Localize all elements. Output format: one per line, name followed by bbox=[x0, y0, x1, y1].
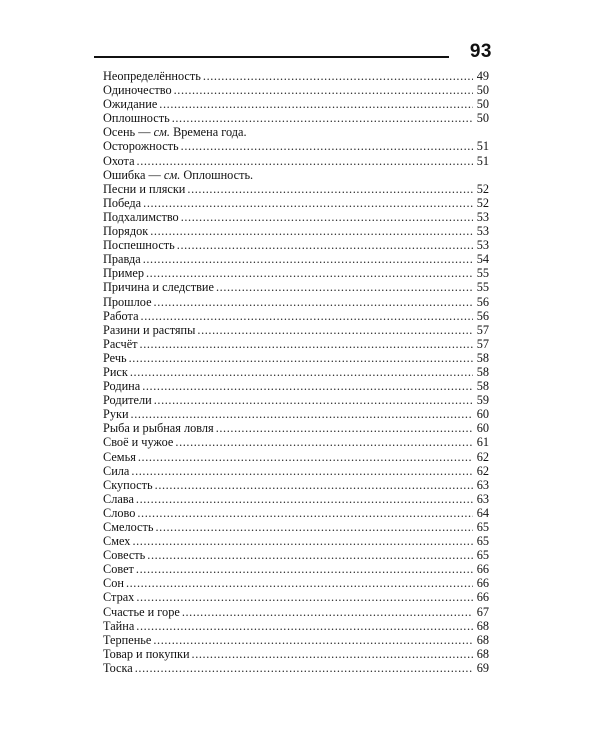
dot-leader bbox=[203, 69, 473, 83]
toc-entry-title: Руки bbox=[103, 407, 129, 422]
toc-entry-page: 52 bbox=[476, 195, 489, 210]
toc-entry bbox=[103, 210, 489, 224]
toc-entry bbox=[103, 280, 489, 294]
toc-entry-page: 56 bbox=[476, 294, 489, 309]
toc-entry-title: Товар и покупки bbox=[103, 646, 190, 661]
toc-entry bbox=[103, 590, 489, 604]
toc-entry-page: 54 bbox=[476, 252, 489, 267]
toc-entry-page: 65 bbox=[476, 534, 489, 549]
toc-entry-page: 66 bbox=[476, 590, 489, 605]
dot-leader bbox=[216, 280, 473, 294]
toc-entry-page: 66 bbox=[476, 576, 489, 591]
dot-leader bbox=[150, 224, 473, 238]
toc-entry bbox=[103, 464, 489, 478]
dot-leader bbox=[192, 647, 473, 661]
toc-entry-page: 52 bbox=[476, 181, 489, 196]
toc-entry bbox=[103, 478, 489, 492]
toc-entry-page: 50 bbox=[476, 111, 489, 126]
toc-entry-page: 62 bbox=[476, 463, 489, 478]
toc-entry-title: Своё и чужое bbox=[103, 435, 174, 450]
toc-entry-title: Осень — см. Времена года. bbox=[103, 125, 247, 140]
toc-entry-title: Ошибка — см. Оплошность. bbox=[103, 167, 254, 182]
toc-entry bbox=[103, 562, 489, 576]
dot-leader bbox=[140, 337, 473, 351]
toc-entry-page: 62 bbox=[476, 449, 489, 464]
toc-entry bbox=[103, 605, 489, 619]
toc-entry-title: Песни и пляски bbox=[103, 181, 186, 196]
toc-entry bbox=[103, 295, 489, 309]
toc-entry-title: Риск bbox=[103, 364, 128, 379]
toc-entry bbox=[103, 435, 489, 449]
toc-entry-title: Счастье и горе bbox=[103, 604, 180, 619]
toc-entry bbox=[103, 407, 489, 421]
header-rule bbox=[94, 56, 449, 58]
dot-leader bbox=[175, 435, 473, 449]
toc-entry bbox=[103, 266, 489, 280]
toc-entry-page: 57 bbox=[476, 322, 489, 337]
toc-entry-page: 51 bbox=[476, 139, 489, 154]
toc-entry bbox=[103, 97, 489, 111]
toc-entry-title: Расчёт bbox=[103, 336, 138, 351]
toc-entry bbox=[103, 661, 489, 675]
dot-leader bbox=[143, 196, 473, 210]
dot-leader bbox=[131, 407, 473, 421]
toc-entry bbox=[103, 323, 489, 337]
toc-entry-page: 50 bbox=[476, 83, 489, 98]
toc-entry-title: Семья bbox=[103, 449, 136, 464]
toc-entry-title: Одиночество bbox=[103, 83, 172, 98]
dot-leader bbox=[182, 605, 473, 619]
dot-leader bbox=[136, 562, 473, 576]
dot-leader bbox=[174, 83, 473, 97]
dot-leader bbox=[147, 548, 473, 562]
toc-entry-page: 58 bbox=[476, 350, 489, 365]
toc-entry-page: 53 bbox=[476, 238, 489, 253]
dot-leader bbox=[143, 252, 473, 266]
toc-entry bbox=[103, 309, 489, 323]
toc-entry-page: 56 bbox=[476, 308, 489, 323]
toc-entry-title: Порядок bbox=[103, 224, 149, 239]
toc-entry bbox=[103, 492, 489, 506]
toc-entry bbox=[103, 168, 489, 182]
toc-entry-page: 68 bbox=[476, 618, 489, 633]
toc-entry-title: Родина bbox=[103, 379, 141, 394]
toc-entry-heading: Осень bbox=[103, 125, 136, 140]
toc-entry bbox=[103, 224, 489, 238]
toc-entry-page: 69 bbox=[476, 660, 489, 675]
dot-leader bbox=[126, 576, 473, 590]
table-of-contents bbox=[103, 69, 489, 675]
toc-entry bbox=[103, 576, 489, 590]
toc-entry-page: 58 bbox=[476, 379, 489, 394]
toc-entry-title: Родители bbox=[103, 393, 152, 408]
page-number: 93 bbox=[469, 41, 492, 62]
toc-entry-page: 61 bbox=[476, 435, 489, 450]
toc-entry-title: Терпенье bbox=[103, 632, 152, 647]
toc-entry-title: Ожидание bbox=[103, 97, 158, 112]
toc-entry-title: Сила bbox=[103, 463, 130, 478]
dot-leader bbox=[136, 619, 473, 633]
dot-leader bbox=[153, 633, 473, 647]
toc-entry bbox=[103, 619, 489, 633]
toc-entry-title: Причина и следствие bbox=[103, 280, 214, 295]
toc-entry-title: Смелость bbox=[103, 520, 154, 534]
toc-entry-page: 55 bbox=[476, 280, 489, 295]
toc-entry-title: Подхалимство bbox=[103, 209, 179, 224]
dot-leader bbox=[197, 323, 473, 337]
toc-entry-title: Страх bbox=[103, 590, 135, 605]
dot-leader bbox=[138, 450, 473, 464]
toc-entry bbox=[103, 365, 489, 379]
toc-entry-page: 51 bbox=[476, 153, 489, 168]
toc-entry-page: 60 bbox=[476, 407, 489, 422]
see-reference-target: Оплошность. bbox=[183, 167, 254, 182]
dot-leader bbox=[129, 351, 473, 365]
dot-leader bbox=[137, 154, 473, 168]
toc-entry-title: Разини и растяпы bbox=[103, 322, 196, 337]
toc-entry-title: Тоска bbox=[103, 660, 133, 675]
toc-entry-title: Сон bbox=[103, 576, 124, 591]
toc-entry-page: 66 bbox=[476, 562, 489, 577]
dot-leader bbox=[154, 295, 473, 309]
dot-leader bbox=[130, 365, 473, 379]
toc-entry bbox=[103, 534, 489, 548]
toc-entry bbox=[103, 111, 489, 125]
dot-leader bbox=[137, 506, 473, 520]
dot-leader bbox=[136, 492, 473, 506]
toc-entry bbox=[103, 182, 489, 196]
toc-entry-page: 65 bbox=[476, 520, 489, 534]
toc-entry bbox=[103, 520, 489, 534]
toc-entry-page: 58 bbox=[476, 364, 489, 379]
toc-entry-title: Правда bbox=[103, 252, 141, 267]
dot-leader bbox=[146, 266, 473, 280]
toc-entry-page: 65 bbox=[476, 548, 489, 563]
toc-entry-title: Прошлое bbox=[103, 294, 152, 309]
dot-leader bbox=[132, 534, 473, 548]
dot-leader bbox=[177, 238, 473, 252]
toc-entry-title: Осторожность bbox=[103, 139, 179, 154]
toc-entry bbox=[103, 421, 489, 435]
toc-entry bbox=[103, 139, 489, 153]
dot-leader bbox=[181, 210, 473, 224]
dot-leader bbox=[172, 111, 473, 125]
dot-leader bbox=[154, 393, 473, 407]
toc-entry-title: Поспешность bbox=[103, 238, 175, 253]
toc-entry-title: Рыба и рыбная ловля bbox=[103, 421, 214, 436]
dot-leader bbox=[142, 379, 473, 393]
toc-entry bbox=[103, 69, 489, 83]
toc-entry bbox=[103, 125, 489, 139]
toc-entry-title: Совесть bbox=[103, 548, 146, 563]
toc-entry bbox=[103, 154, 489, 168]
toc-entry-page: 68 bbox=[476, 632, 489, 647]
toc-entry bbox=[103, 252, 489, 266]
toc-entry bbox=[103, 633, 489, 647]
see-reference-label: см. bbox=[163, 167, 181, 182]
page-header bbox=[94, 40, 492, 64]
dot-leader bbox=[155, 478, 473, 492]
toc-entry bbox=[103, 83, 489, 97]
toc-entry-title: Слава bbox=[103, 491, 134, 506]
toc-entry bbox=[103, 393, 489, 407]
toc-entry-page: 53 bbox=[476, 209, 489, 224]
dot-leader bbox=[159, 97, 473, 111]
toc-entry-title: Скупость bbox=[103, 477, 153, 492]
toc-entry-title: Победа bbox=[103, 195, 142, 210]
dot-leader bbox=[136, 590, 473, 604]
toc-entry-title: Оплошность bbox=[103, 111, 170, 126]
toc-entry-title: Смех bbox=[103, 534, 131, 549]
toc-entry bbox=[103, 337, 489, 351]
toc-entry-title: Работа bbox=[103, 308, 139, 323]
toc-entry-page: 59 bbox=[476, 393, 489, 408]
toc-entry bbox=[103, 548, 489, 562]
toc-entry-page: 50 bbox=[476, 97, 489, 112]
toc-entry-page: 63 bbox=[476, 477, 489, 492]
toc-entry-title: Совет bbox=[103, 562, 134, 577]
toc-entry-title: Тайна bbox=[103, 618, 135, 633]
toc-entry bbox=[103, 379, 489, 393]
see-reference-target: Времена года. bbox=[173, 125, 247, 140]
toc-entry-title: Неопределённость bbox=[103, 69, 201, 83]
dot-leader bbox=[216, 421, 473, 435]
dot-leader bbox=[135, 661, 473, 675]
dot-leader bbox=[131, 464, 473, 478]
toc-entry-page: 53 bbox=[476, 224, 489, 239]
toc-entry-page: 60 bbox=[476, 421, 489, 436]
toc-entry-page: 63 bbox=[476, 491, 489, 506]
toc-entry-page: 57 bbox=[476, 336, 489, 351]
see-reference-label: см. bbox=[153, 125, 170, 140]
toc-entry bbox=[103, 351, 489, 365]
toc-entry-title: Речь bbox=[103, 350, 127, 365]
toc-entry-title: Слово bbox=[103, 505, 136, 520]
dot-leader bbox=[155, 520, 473, 534]
toc-entry bbox=[103, 196, 489, 210]
toc-entry bbox=[103, 647, 489, 661]
dot-leader bbox=[181, 139, 473, 153]
toc-entry-page: 49 bbox=[476, 69, 489, 83]
toc-entry bbox=[103, 506, 489, 520]
toc-entry-page: 67 bbox=[476, 604, 489, 619]
toc-entry-title: Пример bbox=[103, 266, 144, 281]
toc-entry-heading: Ошибка bbox=[103, 167, 146, 182]
toc-entry-page: 55 bbox=[476, 266, 489, 281]
toc-entry-page: 68 bbox=[476, 646, 489, 661]
toc-entry-page: 64 bbox=[476, 505, 489, 520]
dot-leader bbox=[187, 182, 473, 196]
dot-leader bbox=[141, 309, 473, 323]
toc-entry-title: Охота bbox=[103, 153, 135, 168]
toc-entry bbox=[103, 238, 489, 252]
toc-entry bbox=[103, 450, 489, 464]
